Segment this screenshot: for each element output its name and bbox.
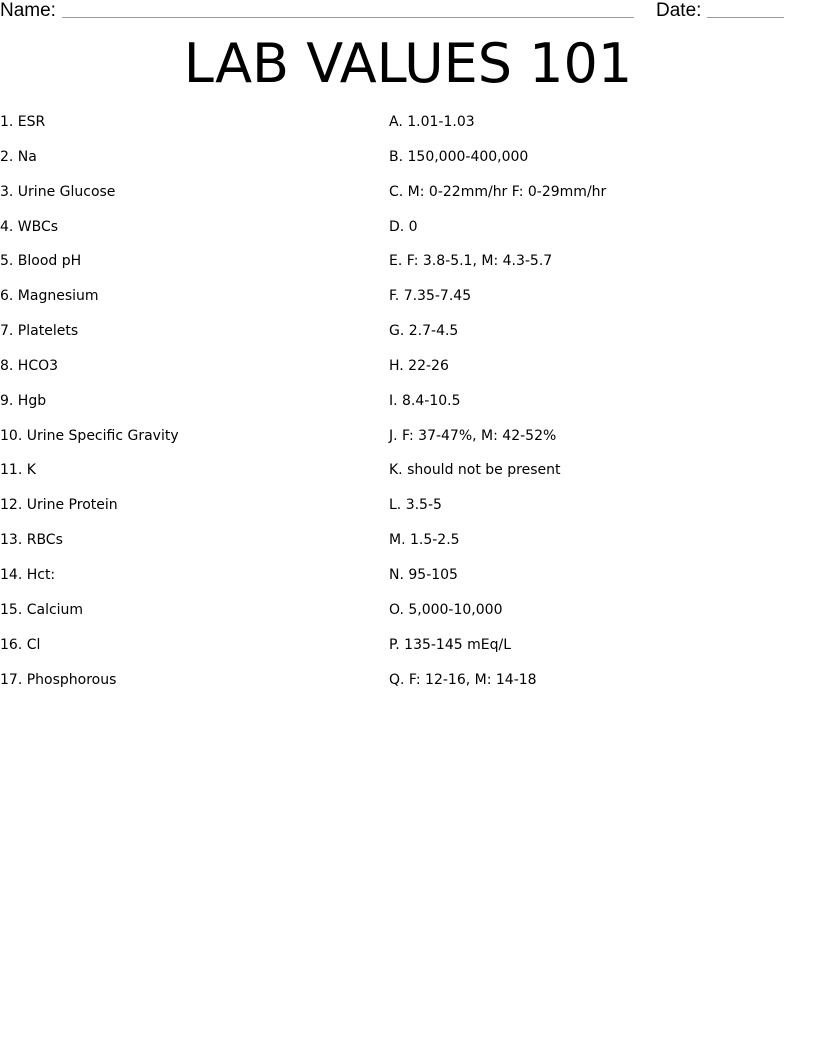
page-title: LAB VALUES 101 xyxy=(183,32,633,95)
value-item: K. should not be present xyxy=(389,462,561,479)
name-label: Name: xyxy=(0,0,56,21)
term-item: 5. Blood pH xyxy=(0,253,82,270)
date-write-line[interactable] xyxy=(707,17,784,18)
value-item: I. 8.4-10.5 xyxy=(389,392,461,409)
term-item: 15. Calcium xyxy=(0,601,84,618)
value-item: J. F: 37-47%, M: 42-52% xyxy=(389,427,557,444)
name-write-line[interactable] xyxy=(62,17,634,18)
term-item: 11. K xyxy=(0,462,36,479)
term-item: 4. WBCs xyxy=(0,218,59,235)
value-item: H. 22-26 xyxy=(389,357,449,374)
term-item: 12. Urine Protein xyxy=(0,497,118,514)
value-item: F. 7.35-7.45 xyxy=(389,288,472,305)
term-item: 2. Na xyxy=(0,148,37,165)
value-item: Q. F: 12-16, M: 14-18 xyxy=(389,671,537,688)
value-item: A. 1.01-1.03 xyxy=(389,114,475,130)
term-item: 14. Hct: xyxy=(0,566,56,583)
term-item: 7. Platelets xyxy=(0,323,79,340)
value-item: D. 0 xyxy=(389,218,418,235)
term-item: 17. Phosphorous xyxy=(0,671,117,688)
date-label: Date: xyxy=(656,0,702,21)
term-item: 8. HCO3 xyxy=(0,357,59,374)
term-item: 13. RBCs xyxy=(0,532,63,549)
term-item: 3. Urine Glucose xyxy=(0,183,116,200)
value-item: E. F: 3.8-5.1, M: 4.3-5.7 xyxy=(389,253,553,270)
term-item: 9. Hgb xyxy=(0,392,47,409)
term-item: 6. Magnesium xyxy=(0,288,99,305)
term-item: 1. ESR xyxy=(0,114,46,130)
worksheet-header xyxy=(0,0,816,24)
term-item: 16. Cl xyxy=(0,636,41,653)
value-item: O. 5,000-10,000 xyxy=(389,601,503,618)
value-item: L. 3.5-5 xyxy=(389,497,442,514)
value-item: N. 95-105 xyxy=(389,566,458,583)
terms-list xyxy=(0,112,380,704)
term-item: 10. Urine Specific Gravity xyxy=(0,427,179,444)
value-item: G. 2.7-4.5 xyxy=(389,323,459,340)
values-list xyxy=(389,112,809,704)
value-item: C. M: 0-22mm/hr F: 0-29mm/hr xyxy=(389,183,607,200)
value-item: B. 150,000-400,000 xyxy=(389,148,529,165)
value-item: P. 135-145 mEq/L xyxy=(389,636,511,653)
value-item: M. 1.5-2.5 xyxy=(389,532,460,549)
